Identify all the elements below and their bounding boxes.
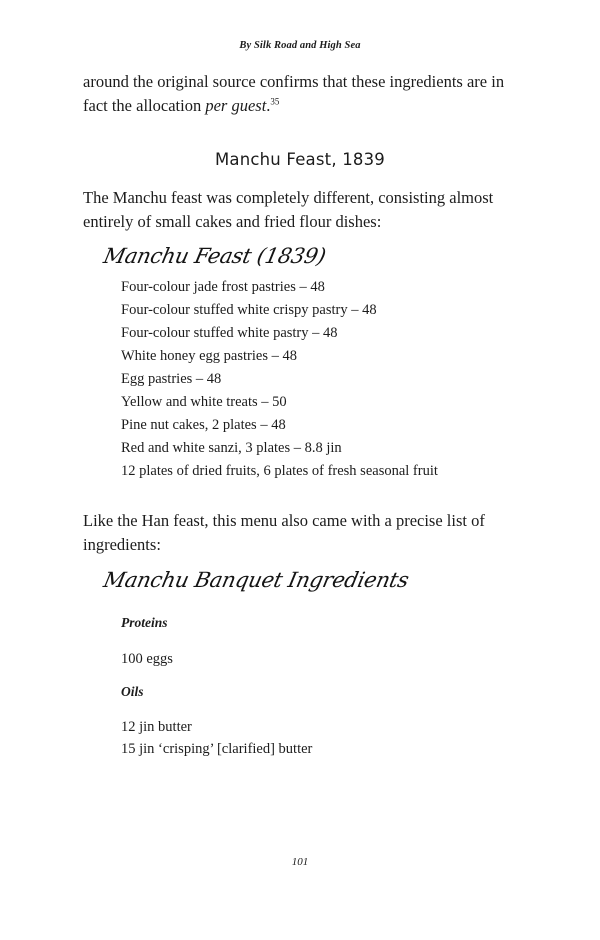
running-head: By Silk Road and High Sea <box>239 40 361 51</box>
paragraph-1-line-1: The Manchu feast was completely different, consisting almost <box>83 188 494 207</box>
menu-item: Egg pastries – 48 <box>121 371 222 387</box>
oils-item: 12 jin butter <box>121 719 192 735</box>
proteins-item: 100 eggs <box>121 651 173 667</box>
menu-item: Pine nut cakes, 2 plates – 48 <box>121 417 286 433</box>
intro-line-2 <box>83 94 528 118</box>
oils-item: 15 jin ‘crisping’ [clarified] butter <box>121 741 313 757</box>
menu-item: 12 plates of dried fruits, 6 plates of fresh seasonal fruit <box>121 463 438 479</box>
menu-title: Manchu Feast (1839) <box>101 244 328 268</box>
paragraph-1-line-2: entirely of small cakes and fried flour dishes: <box>83 212 382 231</box>
menu-item: White honey egg pastries – 48 <box>121 348 297 364</box>
menu-item: Four-colour jade frost pastries – 48 <box>121 279 325 295</box>
paragraph-2 <box>83 509 528 557</box>
page-number: 101 <box>291 856 309 868</box>
intro-line-1: around the original source confirms that these ingredients are in <box>83 72 505 91</box>
oils-label: Oils <box>121 684 144 699</box>
intro-paragraph <box>83 70 528 118</box>
menu-item: Yellow and white treats – 50 <box>121 394 287 410</box>
footnote-ref: 35 <box>270 96 280 107</box>
intro-emphasis: per guest <box>205 96 267 115</box>
menu-item: Four-colour stuffed white pastry – 48 <box>121 325 338 341</box>
paragraph-1 <box>83 186 528 234</box>
intro-line-2-prefix: fact the allocation <box>83 96 206 115</box>
proteins-label: Proteins <box>121 615 168 630</box>
intro-line-2-suffix: . <box>266 96 271 115</box>
menu-item: Red and white sanzi, 3 plates – 8.8 jin <box>121 440 342 456</box>
paragraph-2-line-2: ingredients: <box>83 535 161 554</box>
menu-item: Four-colour stuffed white crispy pastry – 48 <box>121 302 377 318</box>
section-heading: Manchu Feast, 1839 <box>214 150 386 169</box>
menu-list <box>121 276 438 483</box>
paragraph-2-line-1: Like the Han feast, this menu also came with a precise list of <box>83 511 485 530</box>
ingredients-title: Manchu Banquet Ingredients <box>101 568 411 592</box>
